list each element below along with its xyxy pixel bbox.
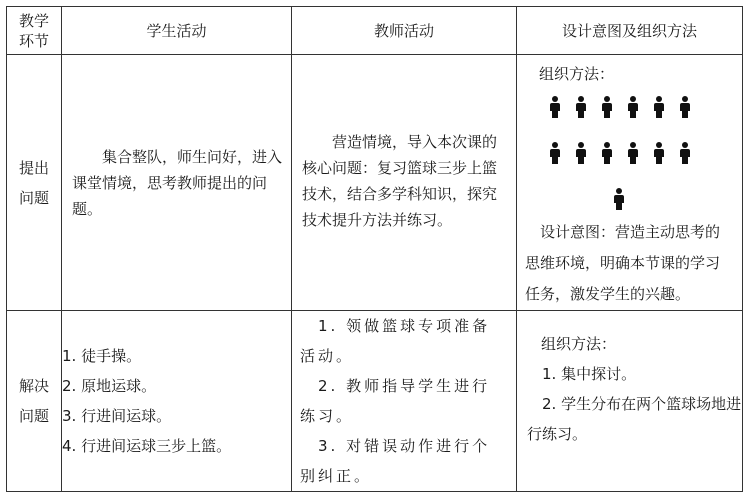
student-activity-cell <box>62 55 292 311</box>
student-figure-icon <box>549 96 561 118</box>
student-figure-icon <box>575 96 587 118</box>
stage-solve-line2: 问题 <box>18 407 49 425</box>
list-item: 1. 领做篮球专项准备活动。 <box>300 317 491 365</box>
list-item: 1. 徒手操。 <box>62 347 142 365</box>
student-figure-icon <box>601 96 613 118</box>
design-cell <box>517 311 743 492</box>
header-stage-line2: 环节 <box>18 31 49 50</box>
header-design: 设计意图及组织方法 <box>517 7 743 55</box>
teacher-activity-list <box>292 311 516 491</box>
stage-raise-line1: 提出 <box>18 158 49 177</box>
student-row-1 <box>549 95 742 119</box>
header-stage-line1: 教学 <box>18 11 49 30</box>
lesson-plan-table <box>6 6 743 492</box>
design-intent-text: 设计意图：营造主动思考的思维环境，明确本节课的学习任务，激发学生的兴趣。 <box>525 223 721 303</box>
student-row-2 <box>549 141 742 165</box>
student-figure-icon <box>653 96 665 118</box>
student-figure-icon <box>601 142 613 164</box>
stage-solve-line1: 解决 <box>18 377 49 395</box>
student-figure-icon <box>575 142 587 164</box>
student-figure-icon <box>627 142 639 164</box>
student-figure-icon <box>653 142 665 164</box>
list-item: 4. 行进间运球三步上篮。 <box>62 437 232 455</box>
list-item: 3. 行进间运球。 <box>62 407 172 425</box>
student-figure-icon <box>549 142 561 164</box>
student-activity-text: 集合整队，师生问好，进入课堂情境，思考教师提出的问题。 <box>72 147 283 218</box>
org-method-label: 组织方法： <box>541 335 617 353</box>
formation-diagram <box>517 87 742 211</box>
student-figure-icon <box>627 96 639 118</box>
student-activity-cell <box>62 311 292 492</box>
list-item: 2. 学生分布在两个篮球场地进行练习。 <box>527 395 742 443</box>
list-item: 3. 对错误动作进行个别纠正。 <box>300 437 491 485</box>
teacher-row <box>549 187 742 211</box>
stage-raise-line2: 问题 <box>18 188 49 207</box>
design-cell <box>517 55 743 311</box>
list-item: 2. 原地运球。 <box>62 377 157 395</box>
header-stage <box>7 7 62 55</box>
list-item: 1. 集中探讨。 <box>542 365 637 383</box>
design-method-block <box>517 311 742 449</box>
stage-cell-raise <box>7 55 62 311</box>
table-row-raise-question <box>7 55 743 311</box>
teacher-figure-icon <box>613 188 625 210</box>
stage-cell-solve <box>7 311 62 492</box>
header-row <box>7 7 743 55</box>
teacher-activity-cell <box>292 55 517 311</box>
teacher-activity-cell <box>292 311 517 492</box>
org-method-label: 组织方法： <box>539 65 615 83</box>
student-activity-list <box>62 341 291 461</box>
list-item: 2. 教师指导学生进行练习。 <box>300 377 491 425</box>
table-row-solve-problem <box>7 311 743 492</box>
header-student: 学生活动 <box>62 7 292 55</box>
student-figure-icon <box>679 96 691 118</box>
student-figure-icon <box>679 142 691 164</box>
design-method-list <box>527 359 742 449</box>
header-teacher: 教师活动 <box>292 7 517 55</box>
teacher-activity-text: 营造情境，导入本次课的核心问题：复习篮球三步上篮技术，结合多学科知识，探究技术提升方法并练习。 <box>302 132 498 229</box>
